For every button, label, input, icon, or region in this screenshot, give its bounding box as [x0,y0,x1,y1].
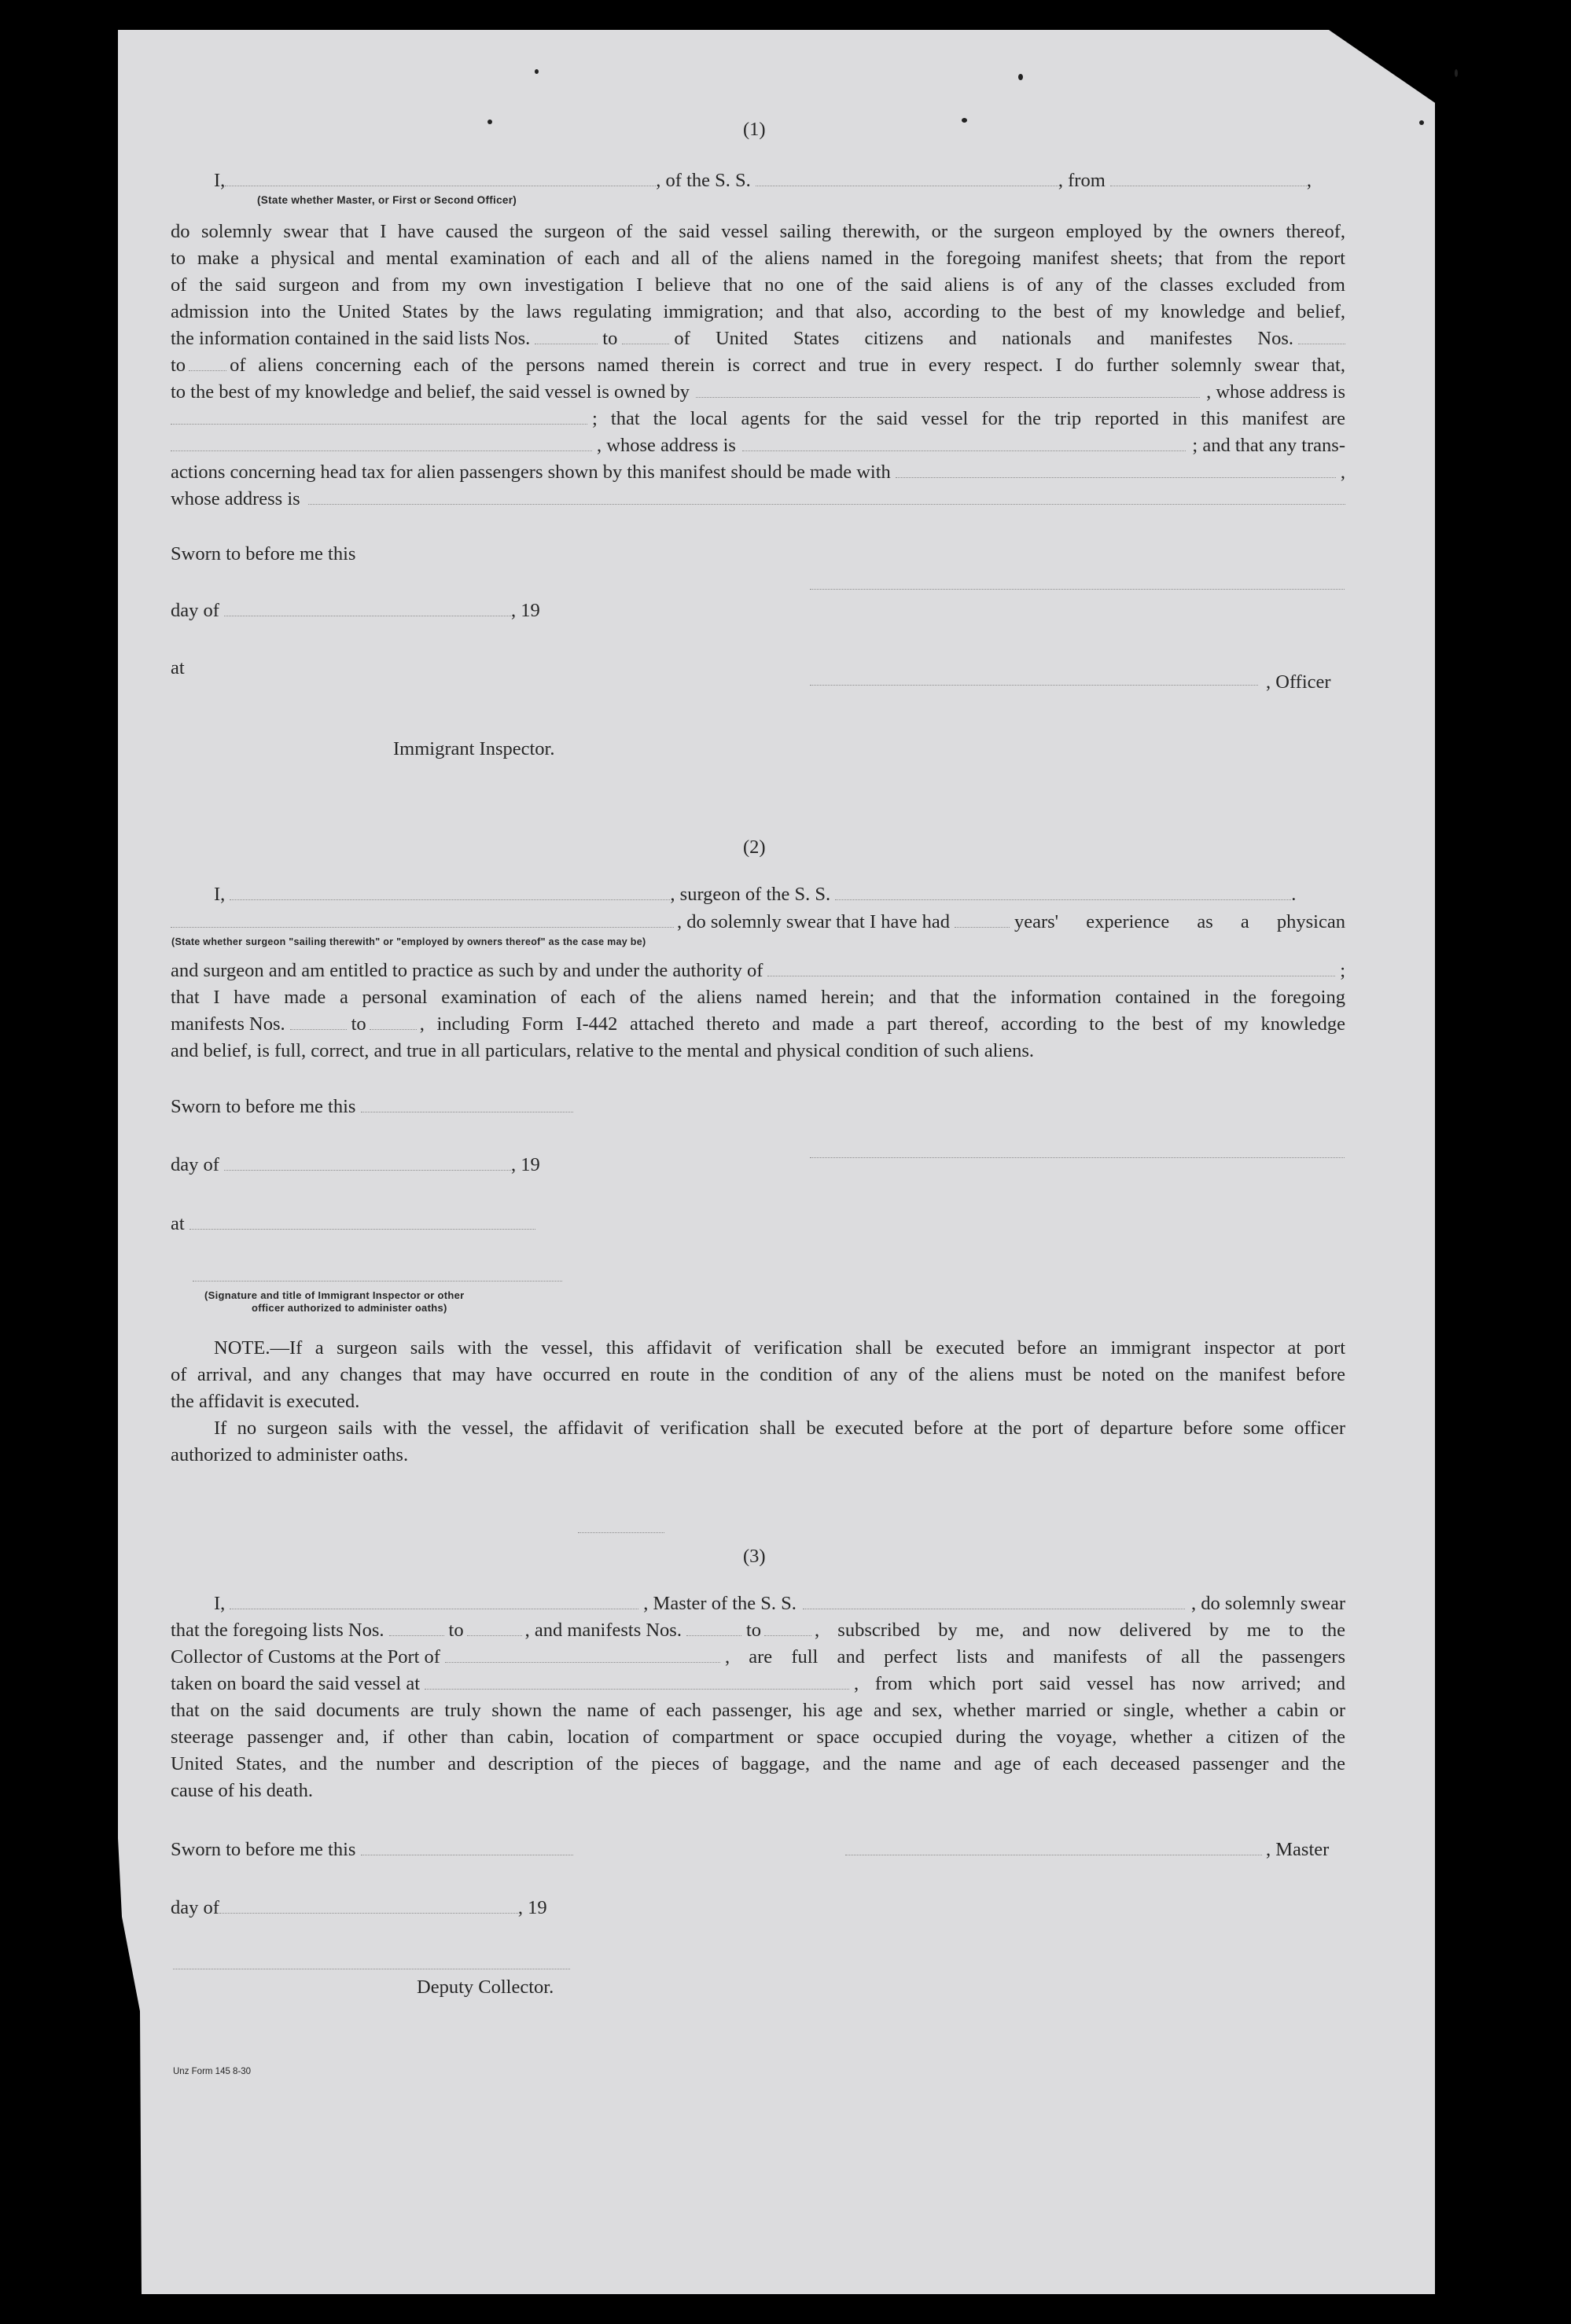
note-line-2: of arrival, and any changes that may have occurred en route in the condition of any of the aliens must be noted on the manifest before [171,1364,1345,1385]
s1-signature-line[interactable] [810,578,1345,590]
master-name-field[interactable] [230,1598,638,1609]
s1-line-5: the information contained in the said lists Nos. to of United States citizens and nationals and manifestes Nos. [171,327,1345,351]
s1-sworn: Sworn to before me this [171,543,356,564]
s2-line-4: and belief, is full, correct, and true in all particulars, relative to the mental and physical condition of such aliens. [171,1040,1035,1061]
vessel-owner-field[interactable] [696,386,1200,398]
s2-inspector-signature-field[interactable] [193,1270,562,1282]
binder-hole [1470,256,1503,290]
s2-line-swear: , do solemnly swear that I have had years' experience as a physican [171,910,1345,934]
s2-signature-hint-2: officer authorized to administer oaths) [252,1302,447,1314]
years-experience-field[interactable] [955,916,1010,928]
s1-officer-signature-field[interactable] [810,674,1258,686]
s3-sworn-field[interactable] [361,1844,573,1855]
binder-hole [1436,230,1475,270]
binder-hole [1482,2032,1507,2061]
s3-vessel-field[interactable] [803,1598,1185,1609]
citizens-list-to-field[interactable] [622,333,669,344]
surgeon-type-field[interactable] [171,916,674,928]
s1-officer-hint: (State whether Master, or First or Second Officer) [257,194,517,206]
manifest-to-field[interactable] [189,359,226,371]
s3-day-field[interactable] [219,1902,518,1914]
s3-manifest-from-field[interactable] [686,1624,741,1636]
paper-speck [962,118,967,123]
practice-authority-field[interactable] [767,965,1335,976]
s2-sworn-field[interactable] [361,1101,573,1112]
s3-line-7: cause of his death. [171,1780,313,1801]
s1-line-2: to make a physical and mental examination of each and all of the aliens named in the foregoing manifest sheets; that from the report [171,248,1345,269]
s1-line-9: , whose address is ; and that any trans- [171,434,1345,458]
s1-line-7: to the best of my knowledge and belief, the said vessel is owned by , whose address is [171,381,1345,403]
s2-dayof-line: day of , 19 [171,1154,540,1175]
s2-at-field[interactable] [189,1218,535,1230]
s3-collector-label: Deputy Collector. [417,1977,554,1998]
form-number: Unz Form 145 8-30 [173,2067,252,2076]
local-agents-field[interactable] [171,439,592,451]
binder-hole [1457,1525,1493,1565]
head-tax-contact-field[interactable] [896,466,1336,478]
contact-address-field[interactable] [308,493,1345,505]
section-3-number: (3) [743,1546,766,1567]
citizens-list-from-field[interactable] [535,333,598,344]
s2-day-field[interactable] [224,1159,511,1171]
s1-line-1: do solemnly swear that I have caused the surgeon of the said vessel sailing therewith, or the surgeon employed by the owners thereof, [171,221,1345,242]
s1-officer-label: , Officer [1266,671,1331,693]
binder-hole [1462,2184,1499,2225]
section-2-number: (2) [743,837,766,858]
s1-line-3: of the said surgeon and from my own investigation I believe that no one of the said aliens is of any of the classes excluded from [171,274,1345,296]
s2-declarant-line: I, , surgeon of the S. S. . [214,884,1297,905]
s2-signature-line[interactable] [810,1146,1345,1158]
from-port-field[interactable] [1110,175,1307,186]
binder-hole [1436,94,1475,135]
s2-line-2: that I have made a personal examination of each of the aliens named herein; and that the information contained in the foregoing [171,987,1345,1008]
s1-declarant-line: I, , of the S. S. , from , [214,170,1312,191]
section-divider [578,1521,664,1533]
s1-line-10: actions concerning head tax for alien passengers shown by this manifest should be made with , [171,461,1345,483]
s3-line-5: steerage passenger and, if other than cabin, location of compartment or space occupied during the voyage, whether a citizen of the [171,1726,1345,1748]
note-line-3: the affidavit is executed. [171,1391,360,1412]
s3-collector-signature-field[interactable] [173,1958,570,1969]
agents-address-field[interactable] [742,439,1187,451]
officer-name-field[interactable] [225,175,656,186]
s1-day-field[interactable] [224,605,511,616]
note-line-1: NOTE.—If a surgeon sails with the vessel, this affidavit of verification shall be executed before an immigrant inspector at port [214,1337,1345,1359]
s1-line-11: whose address is [171,487,1345,511]
s2-sworn-line: Sworn to before me this [171,1095,573,1119]
s3-lists-from-field[interactable] [389,1624,444,1636]
s3-line-2: Collector of Customs at the Port of , are full and perfect lists and manifests of all the passengers [171,1646,1345,1668]
paper-speck [1419,120,1424,125]
s3-sworn-line: Sworn to before me this [171,1838,573,1862]
master-signature-field[interactable] [845,1844,1262,1855]
s2-manifest-from-field[interactable] [290,1018,347,1030]
s3-line-4: that on the said documents are truly shown the name of each passenger, his age and sex, whether married or single, whether a cabin or [171,1700,1345,1721]
embark-port-field[interactable] [425,1678,849,1690]
owner-address-field[interactable] [171,413,587,425]
paper-speck [1018,74,1023,80]
section-1-number: (1) [743,119,766,140]
binder-hole [1440,627,1481,670]
s3-dayof-line: day of , 19 [171,1897,547,1918]
paper-speck [487,120,492,124]
s2-at-line: at [171,1212,535,1236]
s1-at-label: at [171,657,185,678]
manifest-from-field[interactable] [1298,333,1345,344]
paper-speck [1455,69,1458,77]
s3-line-6: United States, and the number and description of the pieces of baggage, and the name and age of each deceased passenger and the [171,1753,1345,1774]
binder-hole [1443,767,1479,806]
s3-declarant-line: I, , Master of the S. S. , do solemnly swear [214,1593,1345,1614]
s3-manifest-to-field[interactable] [764,1624,811,1636]
s1-line-8: ; that the local agents for the said vessel for the trip reported in this manifest are [171,407,1345,431]
binder-hole [1459,1659,1496,1698]
s2-line-3: manifests Nos. to , including Form I-442 attached thereto and made a part thereof, according to the best of my knowledge [171,1013,1345,1035]
s2-manifest-to-field[interactable] [370,1018,417,1030]
note-line-5: authorized to administer oaths. [171,1444,409,1465]
s2-line-1: and surgeon and am entitled to practice as such by and under the authority of ; [171,960,1345,981]
s1-line-4: admission into the United States by the laws regulating immigration; and that also, according to the best of my knowledge and belief, [171,301,1345,322]
s1-dayof-line: day of , 19 [171,600,540,621]
s3-master-label: , Master [1266,1839,1330,1860]
surgeon-name-field[interactable] [230,888,670,900]
s2-surgeon-hint: (State whether surgeon "sailing therewith" or "employed by owners thereof" as the case may be) [171,936,646,947]
s3-line-1: that the foregoing lists Nos. to , and manifests Nos. to , subscribed by me, and now delivered by me to the [171,1620,1345,1641]
s2-signature-hint-1: (Signature and title of Immigrant Inspector or other [204,1289,465,1301]
s2-vessel-field[interactable] [835,888,1291,900]
port-field[interactable] [445,1651,720,1663]
note-line-4: If no surgeon sails with the vessel, the affidavit of verification shall be executed before at the port of departure before some officer [214,1418,1345,1439]
s3-line-3: taken on board the said vessel at , from which port said vessel has now arrived; and [171,1673,1345,1694]
s3-lists-to-field[interactable] [467,1624,522,1636]
s1-inspector-label: Immigrant Inspector. [393,738,555,759]
binder-hole [1481,1142,1509,1174]
vessel-name-field[interactable] [756,175,1058,186]
paper-speck [535,69,539,74]
s1-line-6: to of aliens concerning each of the persons named therein is correct and true in every respect. I do further solemnly swear that, [171,355,1345,376]
